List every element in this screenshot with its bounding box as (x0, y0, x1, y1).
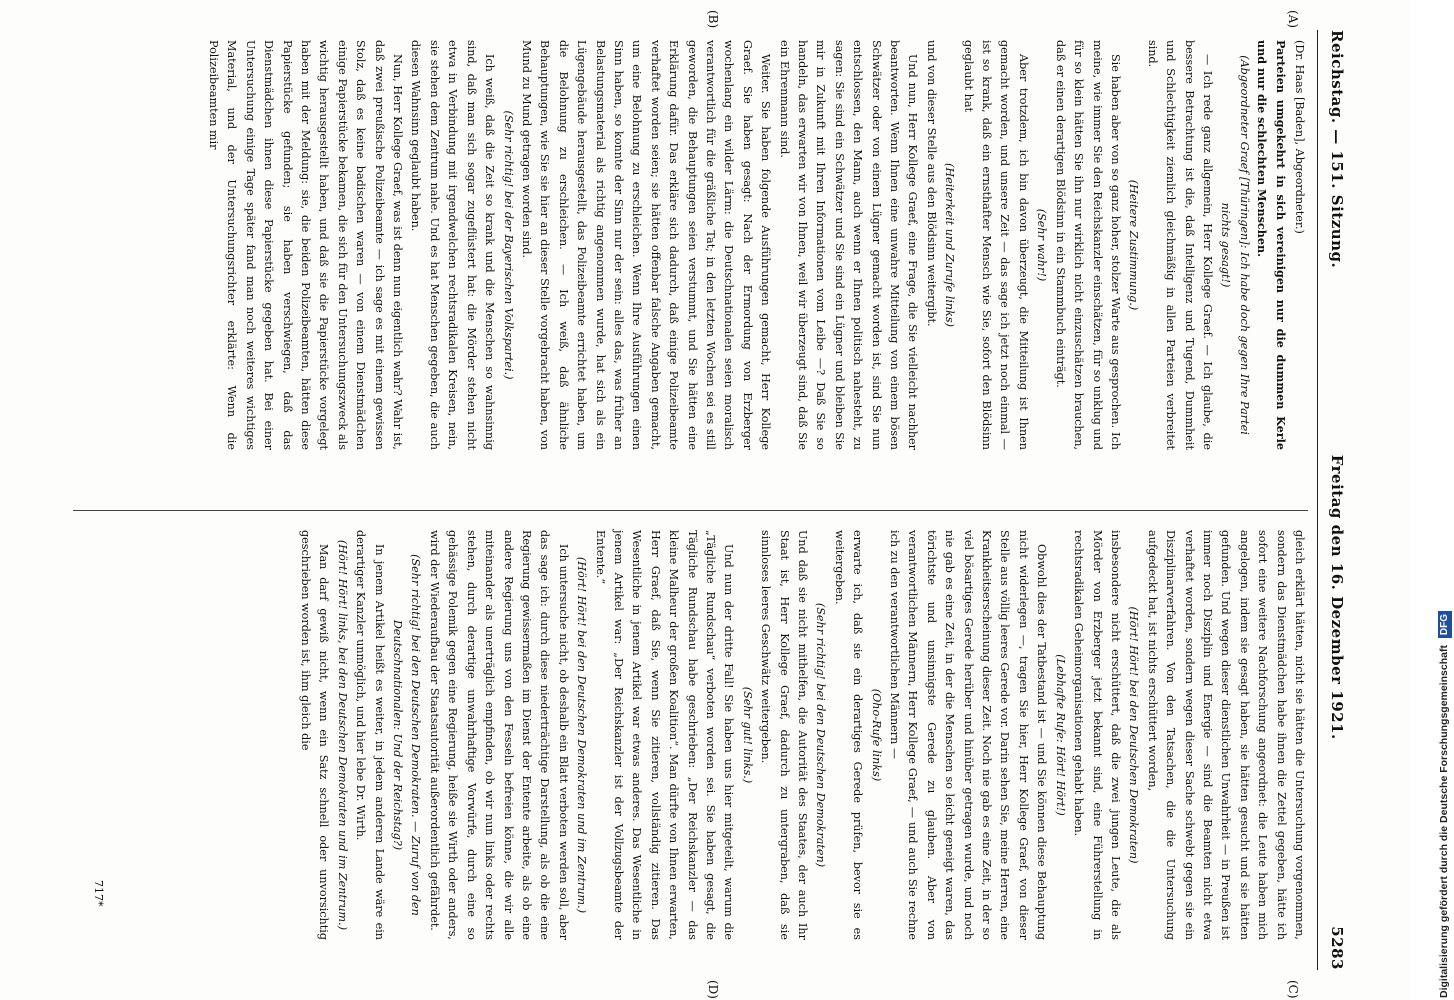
paragraph: Man darf gewiß nicht, wenn ein Satz schnell oder unvorsichtig geschrieben worden ist, ihm gleich die (299, 530, 331, 940)
header-date: Freitag den 16. Dezember 1921. (1328, 454, 1346, 740)
interjection: (Hört! Hört! bei den Deutschen Demokraten und im Zentrum.) (575, 556, 589, 914)
interjection: (Heitere Zustimmung.) (1127, 179, 1141, 311)
interjection: (Sehr richtig! bei den Deutschen Demokraten. — Zuruf von den Deutschnationalen: Und der Reichstag?) (391, 554, 423, 916)
margin-mark-b: (B) (706, 10, 720, 29)
signature-mark: 717* (92, 880, 105, 907)
interjection: (Heiterkeit und Zurufe links) (943, 162, 957, 328)
interjection: (Oho-Rufe links) (869, 688, 883, 782)
paragraph: (Dr. Haas [Baden], Abgeordneter.) (1293, 40, 1306, 234)
column-divider (73, 510, 1308, 511)
header-session: Reichstag. — 151. Sitzung. (1328, 30, 1346, 269)
interjection: (Sehr richtig! bei der Bayerischen Volkspartei.) (501, 110, 515, 380)
interjection: (Abgeordneter Graef [Thüringen]: Ich habe doch gegen Ihre Partei nichts gesagt!) (1219, 55, 1251, 435)
paragraph: Und daß sie nicht mithelfen, die Autorität des Staates, der auch Ihr Staat ist, Herr Kollege Graef, dadurch zu untergraben, daß sie sinnloses leeres Geschwätz weitergeben. (759, 530, 810, 940)
paragraph: Sie haben aber von so ganz hoher, stolzer Warte aus gesprochen. Ich meine, wie immer Sie den Reichskanzler einschätzen, für so unklug und für so klein hätten Sie ihn nur wirklich nicht einzuschätzen brauchen, daß er einen derartigen Blödsinn in ein Stammbuch einträgt. (1053, 40, 1122, 451)
paragraph: Weiter. Sie haben folgende Ausführungen gemacht, Herr Kollege Graef. Sie haben gesagt: Nach der Ermordung von Erzberger wochenlang ein wilder Lärm: die Deutschnationalen seien moralisch verantwortlich für die gräßliche Tat; in den letzten Wochen sei es still geworden, die Behauptungen seien verstummt, und Sie hätten eine Erklärung dafür. Das erkläre sich dadurch, daß einige Polizeibeamte verhaftet worden seien; sie hätten offenbar falsche Angaben gemacht, um eine Belohnung zu erschleichen. Wenn Ihre Ausführungen einen Sinn haben, so konnte der Sinn nur der sein: alles das, was früher an Belastungsmaterial als richtig angenommen wurde, hat sich als ein Lügengebäude herausgestellt, das Polizeibeamte errichtet haben, um die Belohnung zu erschleichen. — Ich weiß, daß ähnliche Behauptungen, wie Sie sie hier an dieser Stelle vorgebracht haben, von Mund zu Mund getragen worden sind. (519, 40, 773, 450)
digitization-note (1434, 0, 1454, 998)
paragraph: Ich untersuche nicht, ob deshalb ein Blatt verboten werden soll, aber das sage ich: durch diese niederträchtige Darstellung, als ob die eine Regierung gewissermaßen im Dienst der Entente arbeite, als ob eine andere Regierung uns von den Fesseln befreien könne, die wir alle miteinander als unerträglich empfinden, ob wir nun links oder rechts stehen, durch derartige unwahrhaftige Vorwürfe, durch eine so gehässige Polemik gegen eine Regierung, heiße sie Wirth oder anders, wird der Wiederaufbau der Staatsautorität außerordentlich gefährdet. (427, 530, 570, 940)
paragraph: Nun, Herr Kollege Graef, was ist denn nun eigentlich wahr? Wahr ist, daß zwei preußische Polizeibeamte — ich sage es mit einem gewissen Stolz, daß es keine badischen waren — von einem Dienstmädchen einige Papierstücke bekamen, die sich für den Untersuchungszweck als wichtig herausgestellt haben, und daß sie die Papierstücke vorgelegt haben mit der Meldung: sie, die beiden Polizeibeamten, hätten diese Papierstücke gefunden; sie haben verschwiegen, daß das Dienstmädchen ihnen diese Papierstücke gegeben hat. Bei einer Untersuchung einige Tage später fand man noch weiteres wichtiges Material, und der Untersuchungsrichter erklärte: Wenn die Polizeibeamten mir (207, 40, 405, 450)
paragraph: — Ich rede ganz allgemein, Herr Kollege Graef. — Ich glaube, die bessere Betrachtung ist die, daß Intelligenz und Tugend, Dummheit und Schlechtigkeit ziemlich gleichmäßig in allen Parteien verbreitet sind. (1145, 40, 1214, 450)
paragraph: und von dieser Stelle aus den Blödsinn weitergibt. (924, 40, 938, 327)
paragraph: insbesondere nicht erschüttert, daß die zwei jungen Leute, die als Mörder von Erzberger jetzt bekannt sind, eine Führerstellung in rechtsradikalen Geheimorganisationen gehabt haben. (1072, 530, 1122, 940)
paragraph: Ich weiß, daß die Zeit so krank und die Menschen so wahnsinnig sind, daß man sich sogar zugeflüstert hat: die Mörder stehen nicht etwa in Verbindung mit irgendwelchen rechtsradikalen Kreisen, nein, sie stehen dem Zentrum nahe. Und es hat Menschen gegeben, die auch diesen Wahnsinn geglaubt haben. (409, 40, 497, 450)
paragraph: gleich erklärt hätten, nicht sie hätten die Untersuchung vorgenommen, sondern das Dienstmädchen habe ihnen die Zettel gegeben, hätte ich sofort eine weitere Nachforschung angeordnet: die Leute haben mich angelogen, indem sie gesagt haben, sie hätten gesucht und sie hätten gefunden. Und wegen dieser dienstlichen Unwahrheit — in Preußen ist immer noch Disziplin und Energie — sind die Beamten nicht etwa verhaftet worden, sondern wegen dieser Sache schwebt gegen sie ein Disziplinarverfahren. Von den Tatsachen, die die Untersuchung aufgedeckt hat, ist nichts erschüttert worden, (1145, 530, 1306, 940)
page-number: 5283 (1328, 926, 1346, 970)
margin-mark-d: (D) (706, 980, 720, 999)
paragraph: Und nun, Herr Kollege Graef, eine Frage, die Sie vielleicht nachher beantworten. Wenn Ihnen eine unwahre Mitteilung von einem bösen Schwätzer oder von einem Lügner gemacht worden ist, sind Sie nun entschlossen, den Mann, auch wenn er Ihnen politisch nahesteht, zu sagen: Sie sind ein Schwätzer und Sie sind ein Lügner und bleiben Sie mir in Zukunft mit Ihren Informationen vom Leibe —? Daß Sie so handeln, das erwarten wir von Ihnen, weil wir überzeugt sind, daß Sie ein Ehrenmann sind. (777, 40, 920, 450)
interjection: (Sehr wahr!) (1035, 208, 1049, 282)
interjection: (Sehr gut! links.) (740, 686, 754, 784)
digitization-text: Digitalisierung gefördert durch die Deutsche Forschungsgemeinschaft (1438, 645, 1450, 998)
interjection: (Hört! Hört! bei den Deutschen Demokraten) (1127, 606, 1141, 864)
interjection: (Hört! Hört! links, bei den Deutschen Demokraten und im Zentrum.) (335, 539, 349, 931)
paragraph: In jenem Artikel heißt es weiter, in jedem anderen Lande wäre ein derartiger Kanzler unmöglich, und hier lebe Dr. Wirth. (354, 530, 386, 940)
interjection: (Lebhafte Rufe: Hört! Hört!) (1053, 654, 1067, 816)
dfg-logo: DFG (1438, 611, 1452, 638)
paragraph: Aber trotzdem, ich bin davon überzeugt, die Mitteilung ist Ihnen gemacht worden, und unsere Zeit — das sage ich jetzt noch einmal — ist so krank, daß ein ernsthafter Mensch wie Sie, sofort den Blödsinn geglaubt hat (961, 40, 1030, 450)
page-header (1320, 30, 1346, 970)
paragraph: Obwohl dies der Tatbestand ist — und Sie können diese Behauptung nicht widerlegen —, tragen Sie hier, Herr Kollege Graef, von dieser Stelle aus völlig leeres Gerede vor. Darin sehen Sie, meine Herren, eine Krankheitserscheinung dieser Zeit. Noch nie gab es eine Zeit, in der so viel bösartiges Gerede herüber und hinüber getragen wurde, und noch nie gab es eine Zeit, in der die Menschen so leicht geneigt waren, das törichtste und unsinnigste Gerede zu glauben. Aber von verantwortlichen Männern, Herr Kollege Graef, — und auch Sie rechne ich zu den verantwortlichen Männern — (888, 530, 1049, 940)
text-column-left (73, 40, 1308, 450)
text-column-right (73, 530, 1308, 940)
margin-mark-c: (C) (1286, 980, 1300, 999)
interjection: (Sehr richtig! bei den Deutschen Demokraten) (814, 602, 828, 868)
paragraph: erwarte ich, daß sie ein derartiges Gerede prüfen, bevor sie es weitergeben. (832, 530, 865, 940)
paragraph: Parteien umgekehrt in sich vereinigen nur die dummen Kerle und nur die schlechten Menschen. (1255, 40, 1288, 450)
paragraph: Und nun der dritte Fall! Sie haben uns hier mitgeteilt, warum die „Tägliche Rundschau“ verboten worden sei. Sie haben gesagt, die Tägliche Rundschau habe geschrieben: „Der Reichskanzler — das kleine Malheur der großen Koalition“. Man dürfte von Ihnen erwarten, Herr Graef, daß Sie, wenn Sie zitieren, vollständig zitieren. Das Wesentliche in jenem Artikel war etwas anderes. Das Wesentliche in jenem Artikel war: „Der Reichskanzler ist der Vollzugsbeamte der Entente.“ (593, 530, 736, 940)
margin-mark-a: (A) (1286, 10, 1300, 29)
header-rule (1317, 30, 1318, 970)
rotated-page-content (50, 0, 1360, 1000)
